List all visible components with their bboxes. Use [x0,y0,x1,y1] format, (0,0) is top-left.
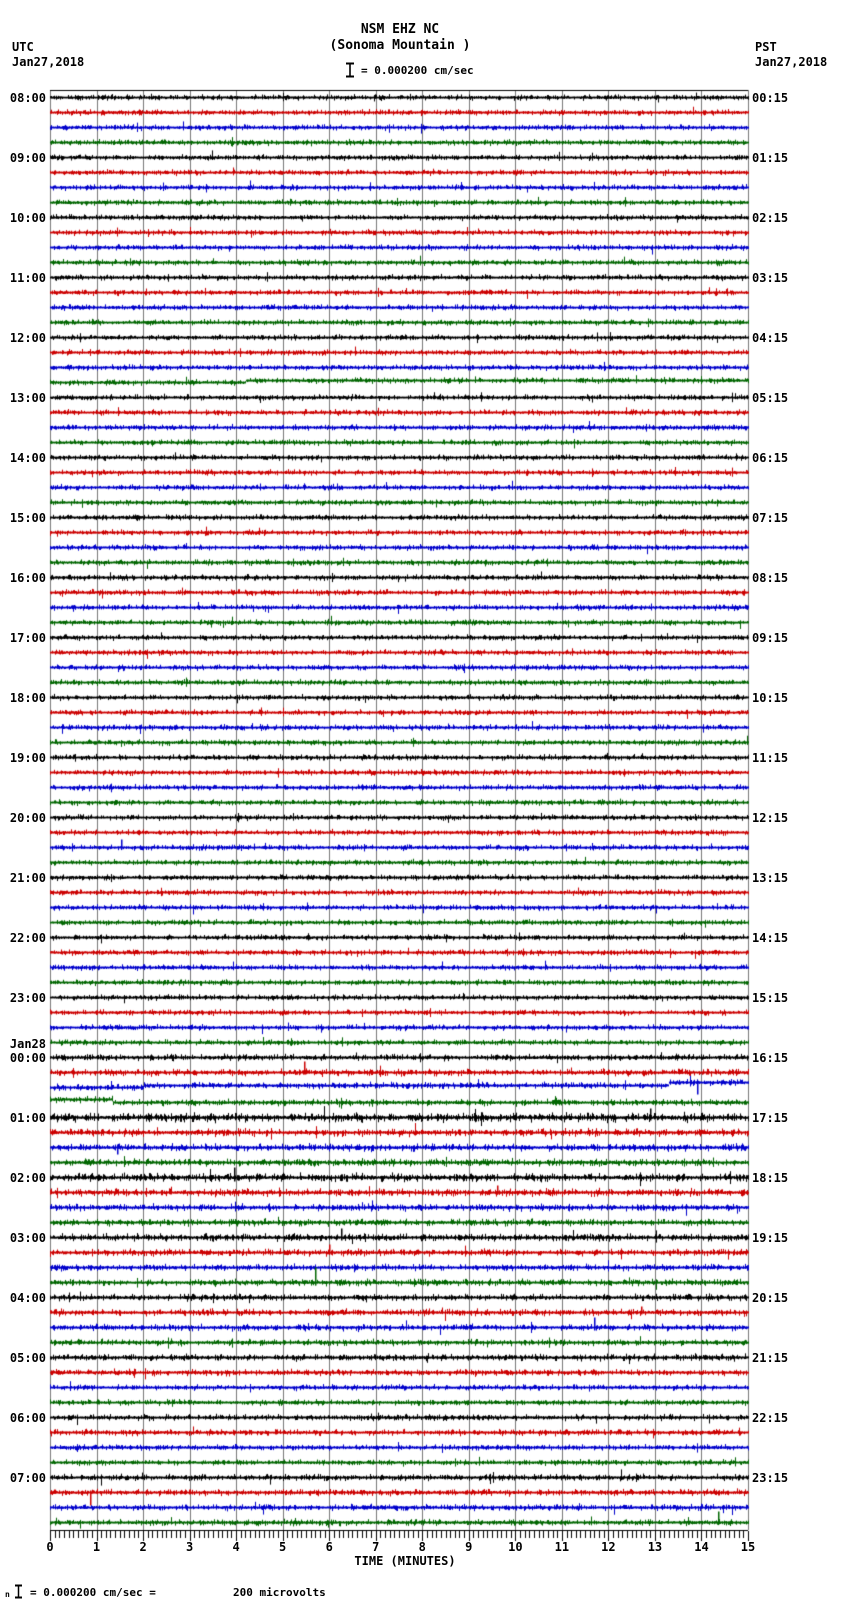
pst-hour-label: 21:15 [752,1350,789,1365]
utc-hour-label: 23:00 [9,990,46,1005]
x-tick-label: 1 [92,1540,101,1554]
utc-hour-label: 09:00 [9,150,46,165]
utc-hour-label: 06:00 [9,1410,46,1425]
pst-hour-label: 05:15 [752,390,789,405]
x-tick-label: 12 [601,1540,616,1554]
utc-hour-label: 00:00 [9,1050,46,1065]
pst-hour-label: 03:15 [752,270,789,285]
left-date-label: Jan27,2018 [12,55,85,69]
pst-hour-label: 20:15 [752,1290,789,1305]
pst-hour-label: 11:15 [752,750,789,765]
utc-hour-label: 12:00 [9,330,46,345]
utc-hour-label: 01:00 [9,1110,46,1125]
utc-hour-label: 03:00 [9,1230,46,1245]
pst-hour-label: 18:15 [752,1170,789,1185]
pst-hour-label: 17:15 [752,1110,789,1125]
x-tick-label: 5 [279,1540,287,1554]
pst-hour-label: 01:15 [752,150,789,165]
utc-hour-label: 18:00 [9,690,46,705]
pst-hour-label: 07:15 [752,510,789,525]
x-tick-label: 7 [372,1540,380,1554]
station-title: NSM EHZ NC [360,22,440,37]
pst-hour-label: 16:15 [752,1050,789,1065]
x-tick-label: 4 [232,1540,240,1554]
utc-hour-label: 13:00 [9,390,46,405]
x-tick-label: 15 [740,1540,756,1554]
right-timezone-label: PST [755,40,777,54]
pst-hour-label: 00:15 [752,90,789,105]
utc-hour-label: 17:00 [9,630,46,645]
pst-hour-label: 04:15 [752,330,789,345]
utc-hour-label: 21:00 [9,870,46,885]
x-tick-label: 2 [139,1540,147,1554]
x-tick-label: 13 [647,1540,663,1554]
footer-equiv-label: 200 microvolts [233,1586,326,1599]
pst-hour-label: 02:15 [752,210,789,225]
pst-hour-label: 19:15 [752,1230,789,1245]
x-axis-title: TIME (MINUTES) [354,1554,456,1568]
utc-hour-label: 16:00 [9,570,46,585]
utc-hour-label: 22:00 [9,930,46,945]
left-timezone-label: UTC [12,40,34,54]
x-tick-label: 0 [46,1540,54,1554]
utc-hour-label: 08:00 [9,90,46,105]
right-date-label: Jan27,2018 [755,55,828,69]
pst-hour-label: 14:15 [752,930,789,945]
utc-hour-label: 15:00 [9,510,46,525]
pst-hour-label: 10:15 [752,690,789,705]
pst-hour-label: 13:15 [752,870,789,885]
station-location: (Sonoma Mountain ) [329,38,471,53]
x-tick-label: 6 [325,1540,333,1554]
utc-hour-label: 07:00 [9,1470,46,1485]
pst-hour-label: 12:15 [752,810,789,825]
footer-prefix: n [5,1590,10,1599]
utc-hour-label: 11:00 [9,270,46,285]
pst-hour-label: 23:15 [752,1470,789,1485]
utc-hour-label: 20:00 [9,810,46,825]
utc-hour-label: 14:00 [9,450,46,465]
x-tick-label: 9 [465,1540,473,1554]
pst-hour-label: 15:15 [752,990,789,1005]
pst-hour-label: 09:15 [752,630,789,645]
scale-label: = 0.000200 cm/sec [361,64,474,77]
pst-hour-label: 06:15 [752,450,789,465]
x-tick-label: 3 [185,1540,194,1554]
utc-hour-label: 02:00 [9,1170,46,1185]
utc-hour-label: 05:00 [9,1350,46,1365]
footer-scale-bar-icon [14,1584,23,1599]
x-tick-label: 11 [554,1540,570,1554]
date-break-label: Jan28 [9,1036,46,1051]
utc-hour-label: 10:00 [9,210,46,225]
pst-hour-label: 08:15 [752,570,789,585]
footer-scale-label: = 0.000200 cm/sec = [30,1586,156,1599]
utc-hour-label: 04:00 [9,1290,46,1305]
x-tick-label: 14 [694,1540,709,1554]
x-tick-label: 8 [418,1540,426,1554]
pst-hour-label: 22:15 [752,1410,789,1425]
amplitude-scale-bar-icon [345,62,355,78]
x-tick-label: 10 [508,1540,523,1554]
utc-hour-label: 19:00 [9,750,46,765]
